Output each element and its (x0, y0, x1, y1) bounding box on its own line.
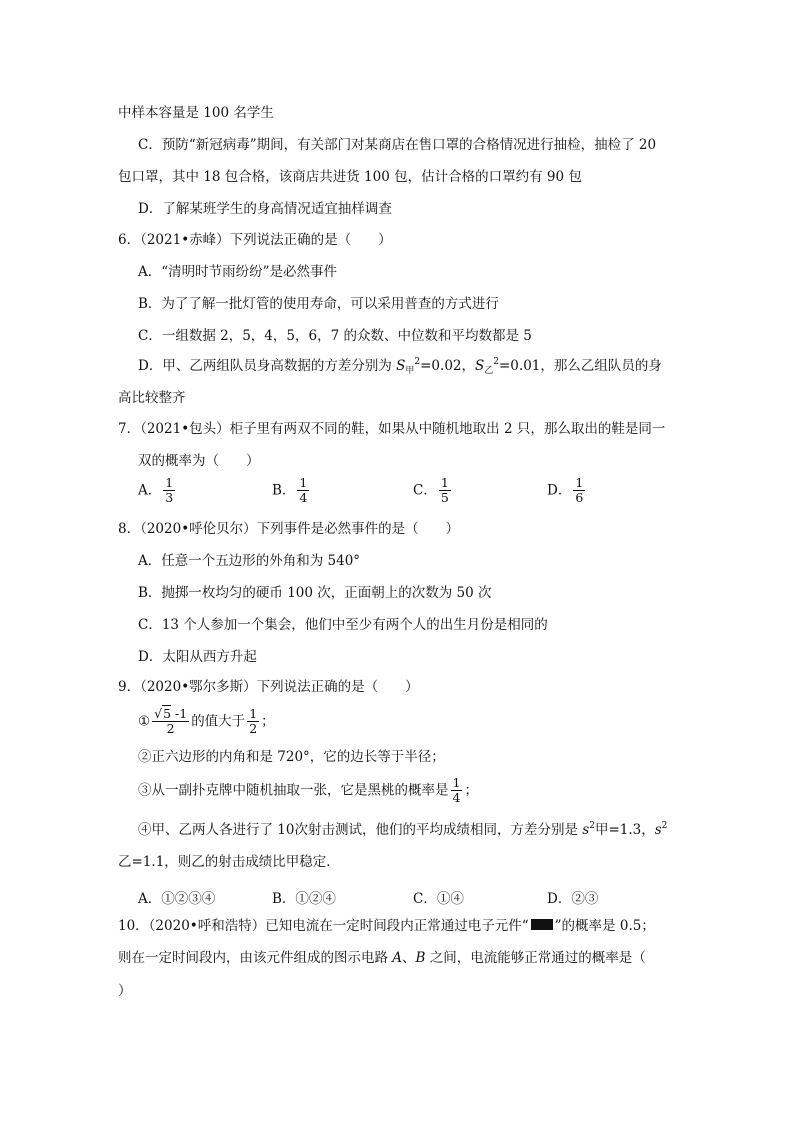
numerator: 1 (165, 475, 174, 490)
radicand: 5 (163, 706, 172, 721)
question-6-stem: 6．（2021•赤峰）下列说法正确的是（ ） (118, 232, 392, 248)
point-b: B (415, 950, 426, 966)
text: D．甲、乙两组队员身高数据的方差分别为 (138, 358, 397, 374)
subscript: 甲 (594, 822, 609, 838)
numerator: 1 (249, 706, 258, 721)
q9-option-b: B．①②④ (272, 891, 336, 907)
q6-option-d (138, 357, 662, 376)
superscript: 2 (414, 357, 421, 367)
question-7-stem: 7．（2021•包头）柜子里有两双不同的鞋，如果从中随机地取出 2 只，那么取出的鞋是同一 (118, 421, 666, 437)
q8-option-c: C．13 个人参加一个集会，他们中至少有两个人的出生月份是相同的 (138, 617, 548, 633)
question-10-stem (118, 920, 655, 934)
numerator: 1 (440, 475, 449, 490)
variance-symbol: S (475, 358, 485, 374)
q9-statement-2: ②正六边形的内角和是 720°，它的边长等于半径； (138, 749, 445, 765)
q9-statement-3 (138, 776, 478, 806)
question-10-stem-end: ） (118, 983, 132, 999)
text: ④甲、乙两人各进行了 10次射击测试，他们的平均成绩相同，方差分别是 (138, 822, 583, 838)
superscript: 2 (589, 821, 595, 831)
q6-option-b: B．为了了解一批灯管的使用寿命，可以采用普查的方式进行 (138, 296, 499, 312)
text: =0.01，那么乙组队员的身 (499, 358, 662, 374)
fraction (163, 476, 175, 506)
fraction: $\frac{√5 -1}{2}$ (154, 706, 188, 737)
text: 之间，电流能够正常通过的概率是（ (425, 950, 646, 966)
option-label: D． (547, 482, 572, 499)
option-label: B． (272, 482, 296, 499)
option-d: D．了解某班学生的身高情况适宜抽样调查 (138, 201, 392, 217)
q9-option-d: D．②③ (547, 891, 599, 907)
text-line: 包口罩，其中 18 包合格，该商店共进货 100 包，估计合格的口罩约有 90 包 (118, 169, 582, 185)
text-line: 中样本容量是 100 名学生 (118, 105, 274, 121)
denominator: 3 (165, 490, 174, 506)
superscript: 2 (493, 357, 499, 367)
q6-option-c: C．一组数据 2，5，4，5，6，7 的众数、中位数和平均数都是 5 (138, 328, 532, 344)
text: ； (261, 713, 275, 730)
denominator: 5 (440, 490, 449, 506)
denominator: 2 (249, 721, 258, 737)
point-a: A (392, 950, 403, 966)
text: =1.1，则乙的射击成绩比甲稳定． (131, 854, 340, 870)
q8-option-b: B．抛掷一枚均匀的硬币 100 次，正面朝上的次数为 50 次 (138, 585, 492, 601)
text: ③从一副扑克牌中随机抽取一张，它是黑桃的概率是 (138, 782, 449, 799)
fraction (451, 776, 463, 806)
q8-option-d: D．太阳从西方升起 (138, 649, 257, 665)
q9-statement-1 (138, 707, 275, 737)
text: ”的概率是 0.5； (554, 918, 655, 934)
fraction (247, 707, 259, 737)
fraction (573, 476, 585, 506)
denominator: 4 (299, 490, 308, 506)
text: ； (464, 782, 478, 799)
text: 的值大于 (191, 713, 246, 730)
question-9-stem: 9．（2020•鄂尔多斯）下列说法正确的是（ ） (118, 679, 419, 695)
q7-option-b (272, 476, 311, 506)
q7-option-c (413, 476, 453, 506)
denominator: 4 (452, 790, 461, 806)
electronic-component-icon (531, 919, 553, 930)
subscript: 乙 (484, 366, 494, 376)
option-label: A． (138, 482, 162, 499)
numerator-tail: -1 (171, 706, 188, 721)
q9-option-a: A．①②③④ (138, 891, 216, 907)
numerator: 1 (575, 475, 584, 490)
question-7-stem-cont: 双的概率为（ ） (138, 453, 260, 469)
text-line: 高比较整齐 (118, 390, 186, 406)
q9-statement-4-cont (118, 856, 340, 870)
option-label: C． (413, 482, 437, 499)
q6-option-a: A．“清明时节雨纷纷”是必然事件 (138, 264, 338, 280)
q7-option-d (547, 476, 587, 506)
text: 10．（2020•呼和浩特）已知电流在一定时间段内正常通过电子元件“ (118, 918, 529, 934)
subscript: 甲 (405, 366, 415, 376)
variance-symbol: s (582, 822, 590, 838)
fraction (439, 476, 451, 506)
variance-symbol: S (396, 358, 406, 374)
denominator: 2 (166, 721, 175, 737)
question-8-stem: 8．（2020•呼伦贝尔）下列事件是必然事件的是（ ） (118, 521, 460, 537)
fraction (297, 476, 309, 506)
text: =1.3， (608, 822, 655, 838)
text: =0.02， (420, 358, 475, 374)
q9-option-c: C．①④ (413, 891, 464, 907)
q8-option-a: A．任意一个五边形的外角和为 540° (138, 553, 361, 569)
numerator: 1 (299, 475, 308, 490)
text: 、 (402, 950, 416, 966)
option-c: C．预防“新冠病毒”期间，有关部门对某商店在售口罩的合格情况进行抽检，抽检了 20 (138, 137, 657, 153)
text: 则在一定时间段内，由该元件组成的图示电路 (118, 950, 393, 966)
variance-symbol: s (654, 822, 662, 838)
circled-number: ① (138, 713, 151, 730)
q7-option-a (138, 476, 177, 506)
superscript: 2 (661, 821, 668, 831)
question-10-stem-cont (118, 952, 646, 966)
denominator: 6 (575, 490, 584, 506)
numerator: 1 (452, 775, 461, 790)
subscript: 乙 (118, 854, 132, 870)
q9-statement-4 (138, 821, 668, 838)
